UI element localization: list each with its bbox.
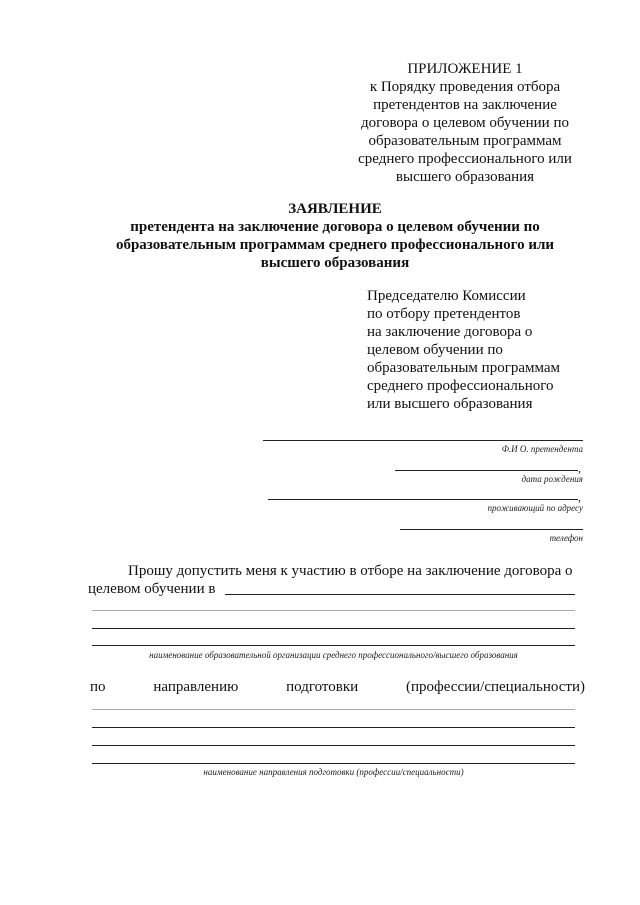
phone-field[interactable] (400, 529, 583, 530)
phone-caption: телефон (549, 533, 583, 543)
addressee-line: среднего профессионального (367, 378, 554, 394)
appendix-line: образовательным программам (368, 133, 562, 149)
addressee-line: образовательным программам (367, 360, 561, 376)
direction-name-line[interactable] (92, 745, 575, 746)
direction-word: направлению (153, 679, 239, 695)
request-paragraph (88, 562, 583, 598)
address-comma: , (578, 490, 581, 504)
organization-name-line[interactable] (92, 628, 575, 629)
organization-name-line[interactable] (92, 645, 575, 646)
address-caption: проживающий по адресу (487, 503, 583, 513)
organization-name-line[interactable] (92, 610, 575, 611)
applicant-name-caption: Ф.И О. претендента (501, 444, 583, 454)
request-text-line2: целевом обучении в (88, 581, 216, 597)
direction-word: (профессии/специальности) (406, 679, 585, 695)
direction-name-line[interactable] (92, 709, 575, 710)
organization-caption: наименование образовательной организации среднего профессионального/высшего образования (149, 650, 518, 660)
direction-caption: наименование направления подготовки (профессии/специальности) (203, 767, 464, 777)
birth-date-field[interactable] (395, 470, 578, 471)
appendix-header (340, 60, 590, 186)
organization-name-field[interactable] (225, 594, 575, 595)
appendix-line: договора о целевом обучении по (361, 115, 569, 131)
addressee-line: целевом обучении по (367, 342, 503, 358)
appendix-line: среднего профессионального или (358, 151, 572, 167)
appendix-line: претендентов на заключение (373, 97, 557, 113)
direction-word: по (90, 679, 106, 695)
statement-subtitle-line: претендента на заключение договора о целевом обучении по (130, 219, 540, 235)
addressee-block (367, 287, 597, 413)
direction-word: подготовки (286, 679, 359, 695)
addressee-line: или высшего образования (367, 396, 533, 412)
appendix-line: к Порядку проведения отбора (369, 79, 561, 95)
request-text-line1: Прошу допустить меня к участию в отборе на заключение договора о (128, 563, 573, 579)
addressee-line: по отбору претендентов (367, 306, 521, 322)
addressee-line: на заключение договора о (367, 324, 533, 340)
appendix-line: высшего образования (395, 169, 535, 185)
statement-heading: ЗАЯВЛЕНИЕ (288, 201, 382, 217)
statement-subtitle-line: высшего образования (260, 255, 410, 271)
direction-name-line[interactable] (92, 763, 575, 764)
applicant-name-field[interactable] (263, 440, 583, 441)
address-field[interactable] (268, 499, 578, 500)
direction-name-line[interactable] (92, 727, 575, 728)
direction-label (90, 678, 585, 696)
addressee-line: Председателю Комиссии (367, 288, 526, 304)
appendix-title: ПРИЛОЖЕНИЕ 1 (407, 61, 523, 77)
statement-title (80, 200, 590, 272)
statement-subtitle-line: образовательным программам среднего профессионального или (115, 237, 555, 253)
birth-date-caption: дата рождения (521, 474, 583, 484)
birth-date-comma: , (578, 461, 581, 475)
